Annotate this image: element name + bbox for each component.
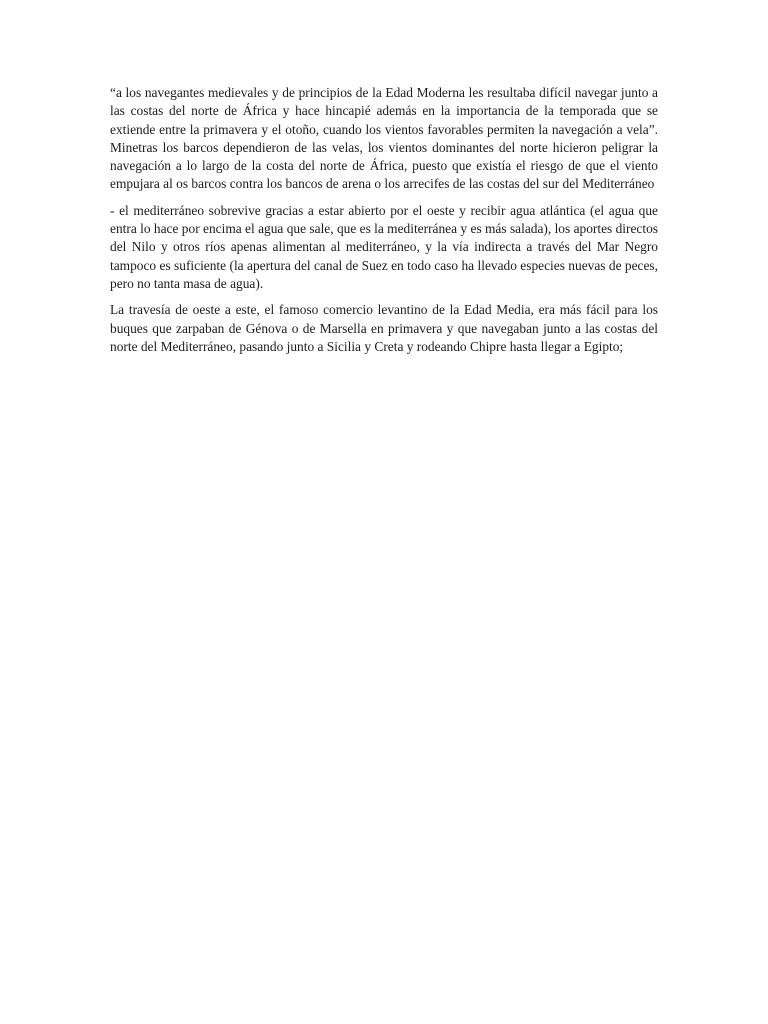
paragraph-travesia-oeste-este: La travesía de oeste a este, el famoso comercio levantino de la Edad Media, era más fácil para los buques que zarpaban de Génova o de Marsella en primavera y que navegaban junto a las costas del norte del Mediterráneo, pasando junto a Sicilia y Creta y rodeando Chipre hasta llegar a Egipto; — [110, 302, 658, 354]
paragraph-mediterraneo-sobrevive: - el mediterráneo sobrevive gracias a estar abierto por el oeste y recibir agua atlántica (el agua que entra lo hace por encima el agua que sale, que es la mediterránea y es más salada), los aportes directos del Nilo y otros ríos apenas alimentan al mediterráneo, y la vía indirecta a través del Mar Negro tampoco es suficiente (la apertura del canal de Suez en todo caso ha llevado especies nuevas de peces, pero no tanta masa de agua). — [110, 202, 658, 291]
paragraph-navegantes-medievales: “a los navegantes medievales y de principios de la Edad Moderna les resultaba difícil navegar junto a las costas del norte de África y hace hincapié además en la importancia de la temporada que se extiende entre la primavera y el otoño, cuando los vientos favorables permiten la navegación a vela”. Minetras los barcos dependieron de las velas, los vientos dominantes del norte hicieron peligrar la navegación a lo largo de la costa del norte de África, puesto que existía el riesgo de que el viento empujara al os barcos contra los bancos de arena o los arrecifes de las costas del sur del Mediterráneo — [110, 85, 658, 192]
document-page — [110, 84, 658, 364]
